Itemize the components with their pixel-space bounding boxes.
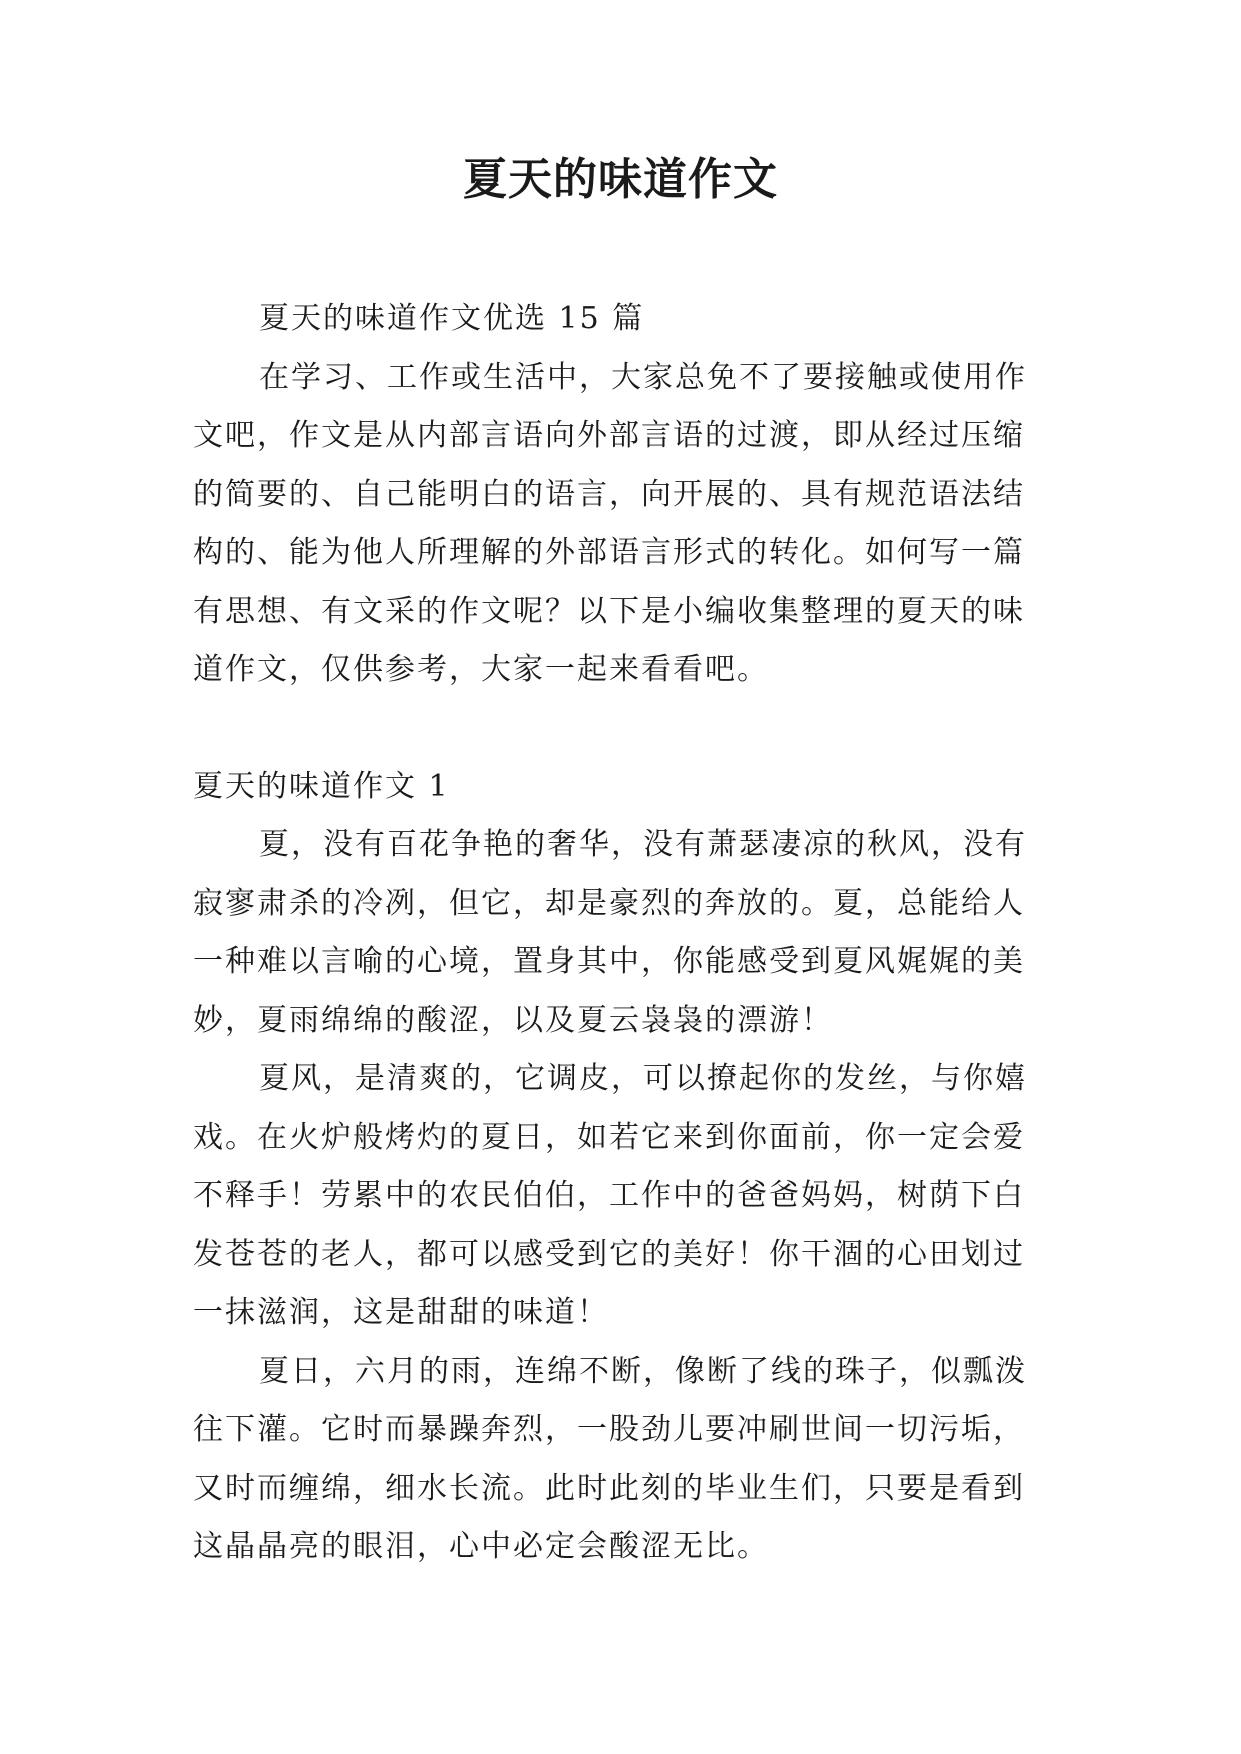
essay-paragraph-1	[193, 816, 1058, 1050]
paragraph-line: 妙，夏雨绵绵的酸涩，以及夏云袅袅的漂游！	[193, 1002, 833, 1038]
subtitle: 夏天的味道作文优选 15 篇	[259, 301, 645, 336]
paragraph-line: 一抹滋润，这是甜甜的味道！	[193, 1295, 609, 1330]
paragraph-line: 这晶晶亮的眼泪，心中必定会酸涩无比。	[193, 1529, 769, 1564]
document-body	[193, 290, 1058, 1577]
paragraph-line: 戏。在火炉般烤灼的夏日，如若它来到你面前，你一定会爱	[193, 1119, 1025, 1155]
essay-paragraph-3	[193, 1343, 1058, 1577]
intro-line: 构的、能为他人所理解的外部语言形式的转化。如何写一篇	[193, 535, 1025, 570]
paragraph-line: 不释手！劳累中的农民伯伯，工作中的爸爸妈妈，树荫下白	[193, 1178, 1025, 1213]
intro-line: 有思想、有文采的作文呢？以下是小编收集整理的夏天的味	[193, 593, 1025, 629]
paragraph-line: 夏，没有百花争艳的奢华，没有萧瑟凄凉的秋风，没有	[259, 827, 1027, 862]
paragraph-line: 发苍苍的老人，都可以感受到它的美好！你干涸的心田划过	[193, 1236, 1025, 1272]
paragraph-line: 寂寥肃杀的冷冽，但它，却是豪烈的奔放的。夏，总能给人	[193, 885, 1025, 921]
paragraph-line: 夏日，六月的雨，连绵不断，像断了线的珠子，似瓢泼	[259, 1353, 1027, 1389]
intro-paragraph	[193, 349, 1058, 700]
section-spacer	[193, 700, 1058, 758]
paragraph-line: 又时而缠绵，细水长流。此时此刻的毕业生们，只要是看到	[193, 1470, 1025, 1506]
essay-paragraph-2	[193, 1050, 1058, 1343]
document-title: 夏天的味道作文	[463, 154, 778, 205]
intro-line: 道作文，仅供参考，大家一起来看看吧。	[193, 652, 769, 687]
intro-line: 在学习、工作或生活中，大家总免不了要接触或使用作	[259, 359, 1027, 395]
intro-line: 文吧，作文是从内部言语向外部言语的过渡，即从经过压缩	[193, 418, 1025, 453]
intro-line: 的简要的、自己能明白的语言，向开展的、具有规范语法结	[193, 476, 1025, 512]
section-heading: 夏天的味道作文 1	[193, 768, 450, 804]
paragraph-line: 一种难以言喻的心境，置身其中，你能感受到夏风娓娓的美	[193, 944, 1025, 979]
paragraph-line: 夏风，是清爽的，它调皮，可以撩起你的发丝，与你嬉	[259, 1061, 1027, 1096]
paragraph-line: 往下灌。它时而暴躁奔烈，一股劲儿要冲刷世间一切污垢，	[193, 1412, 1025, 1447]
